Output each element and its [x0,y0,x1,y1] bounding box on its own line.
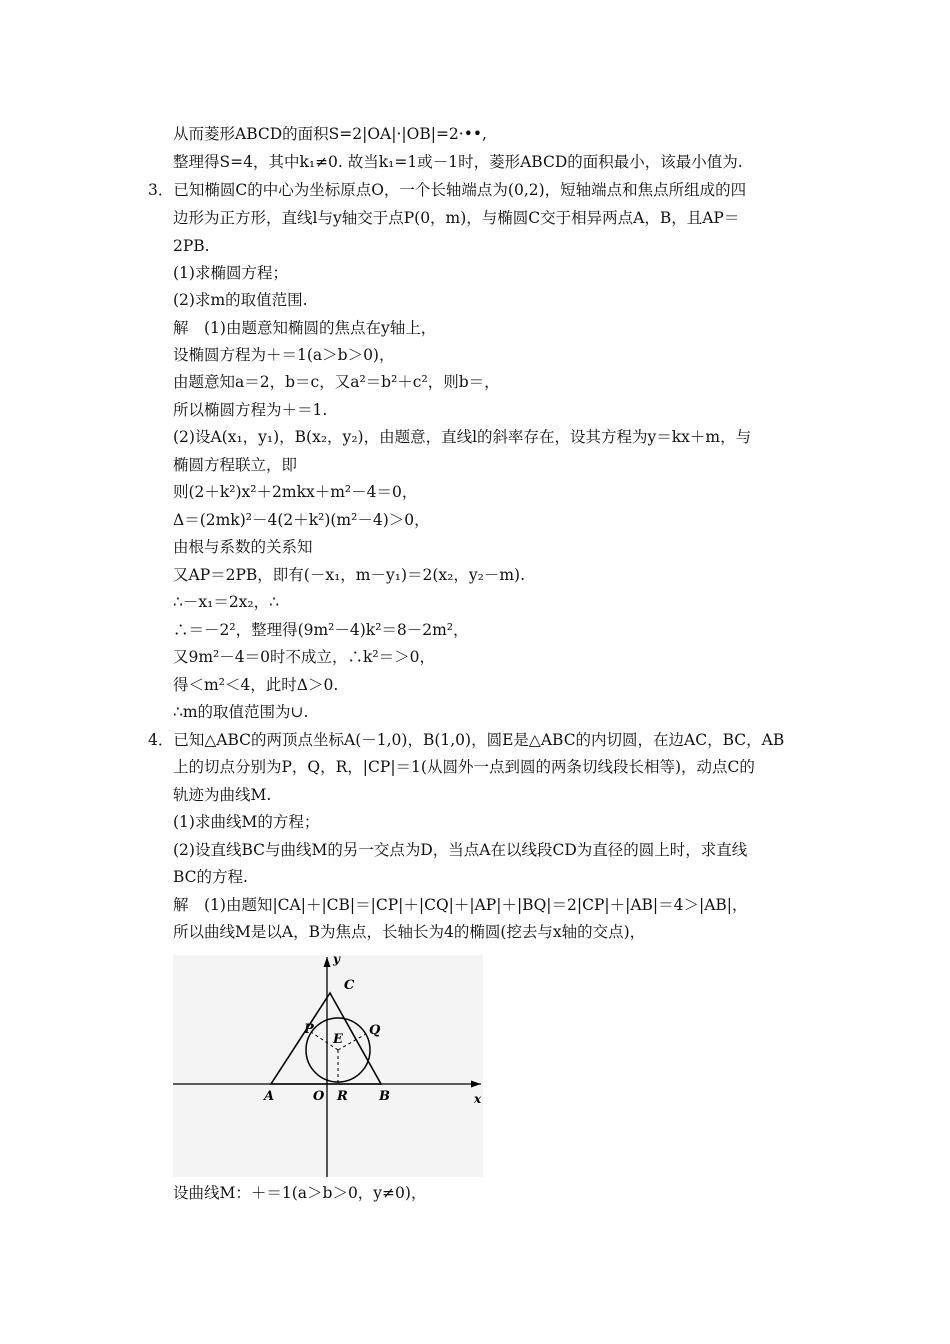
label-p: P [304,1022,314,1037]
text-line: 整理得S=4，其中k₁≠0. 故当k₁=1或－1时，菱形ABCD的面积最小，该最小值为. [173,153,743,171]
triangle-incircle-figure [173,955,483,1177]
text-line: 椭圆方程联立，即 [173,456,298,474]
text-line: 又AP＝2PB，即有(－x₁，m－y₁)＝2(x₂，y₂－m). [173,566,526,584]
question-1: (1)求曲线M的方程； [173,813,320,831]
text-line: 由题意知a＝2，b＝c，又a²＝b²＋c²，则b＝， [173,373,500,391]
problem-3-statement: 3．已知椭圆C的中心为坐标原点O，一个长轴端点为(0,2)，短轴端点和焦点所组成的四 [148,181,747,199]
text-line: 上的切点分别为P，Q，R，|CP|＝1(从圆外一点到圆的两条切线段长相等)，动点C的 [173,758,755,776]
label-x: x [474,1092,482,1106]
text-line: (2)设A(x₁，y₁)，B(x₂，y₂)，由题意，直线l的斜率存在，设其方程为y＝kx＋m，与 [173,428,752,446]
x-axis-arrow-icon [471,1081,481,1088]
text-line: BC的方程. [173,868,248,886]
text-line: 设椭圆方程为＋＝1(a＞b＞0)， [173,346,395,364]
text-line: ∴－x₁＝2x₂，∴ [173,593,279,611]
text-line: 则(2＋k²)x²＋2mkx＋m²－4＝0， [173,483,418,501]
text-line: 设曲线M：＋＝1(a＞b＞0，y≠0)， [173,1184,427,1202]
text-line: 又9m²－4＝0时不成立，∴k²＝＞0， [173,648,435,666]
label-o: O [313,1089,325,1104]
label-q: Q [369,1023,381,1038]
label-r: R [337,1089,348,1104]
label-y: y [333,955,340,966]
text-line: 所以椭圆方程为＋＝1. [173,401,328,419]
text-line: 边形为正方形，直线l与y轴交于点P(0，m)，与椭圆C交于相异两点A，B，且AP＝ [173,209,740,227]
label-e: E [333,1032,343,1047]
text-line: 2PB. [173,237,210,255]
solution-start: 解 (1)由题知|CA|＋|CB|＝|CP|＋|CQ|＋|AP|＋|BQ|＝2|CP|＋|AB|＝4＞|AB|， [173,896,748,914]
y-axis-arrow-icon [324,957,331,967]
text-line: ∴＝－2²，整理得(9m²－4)k²＝8－2m²， [173,621,469,639]
question-1: (1)求椭圆方程； [173,264,288,282]
text-line: 得＜m²＜4，此时Δ＞0. [173,676,339,694]
label-a: A [264,1089,275,1104]
text-line: 由根与系数的关系知 [173,538,313,556]
text-line: ∴m的取值范围为∪. [173,703,309,721]
text-line: Δ＝(2mk)²－4(2＋k²)(m²－4)＞0， [173,511,430,529]
question-2: (2)设直线BC与曲线M的另一交点为D，当点A在以线段CD为直径的圆上时，求直线 [173,841,748,859]
triangle-abc [271,993,381,1084]
text-line: 所以曲线M是以A，B为焦点，长轴长为4的椭圆(挖去与x轴的交点)， [173,923,646,941]
label-c: C [344,978,355,993]
problem-4-statement: 4．已知△ABC的两顶点坐标A(－1,0)，B(1,0)，圆E是△ABC的内切圆，在边AC，BC，AB [148,731,785,749]
text-line: 轨迹为曲线M. [173,786,272,804]
text-line: 从而菱形ABCD的面积S=2|OA|·|OB|=2·••, [173,125,487,143]
question-2: (2)求m的取值范围. [173,291,308,309]
label-b: B [379,1089,390,1104]
solution-start: 解 (1)由题意知椭圆的焦点在y轴上， [173,319,437,337]
